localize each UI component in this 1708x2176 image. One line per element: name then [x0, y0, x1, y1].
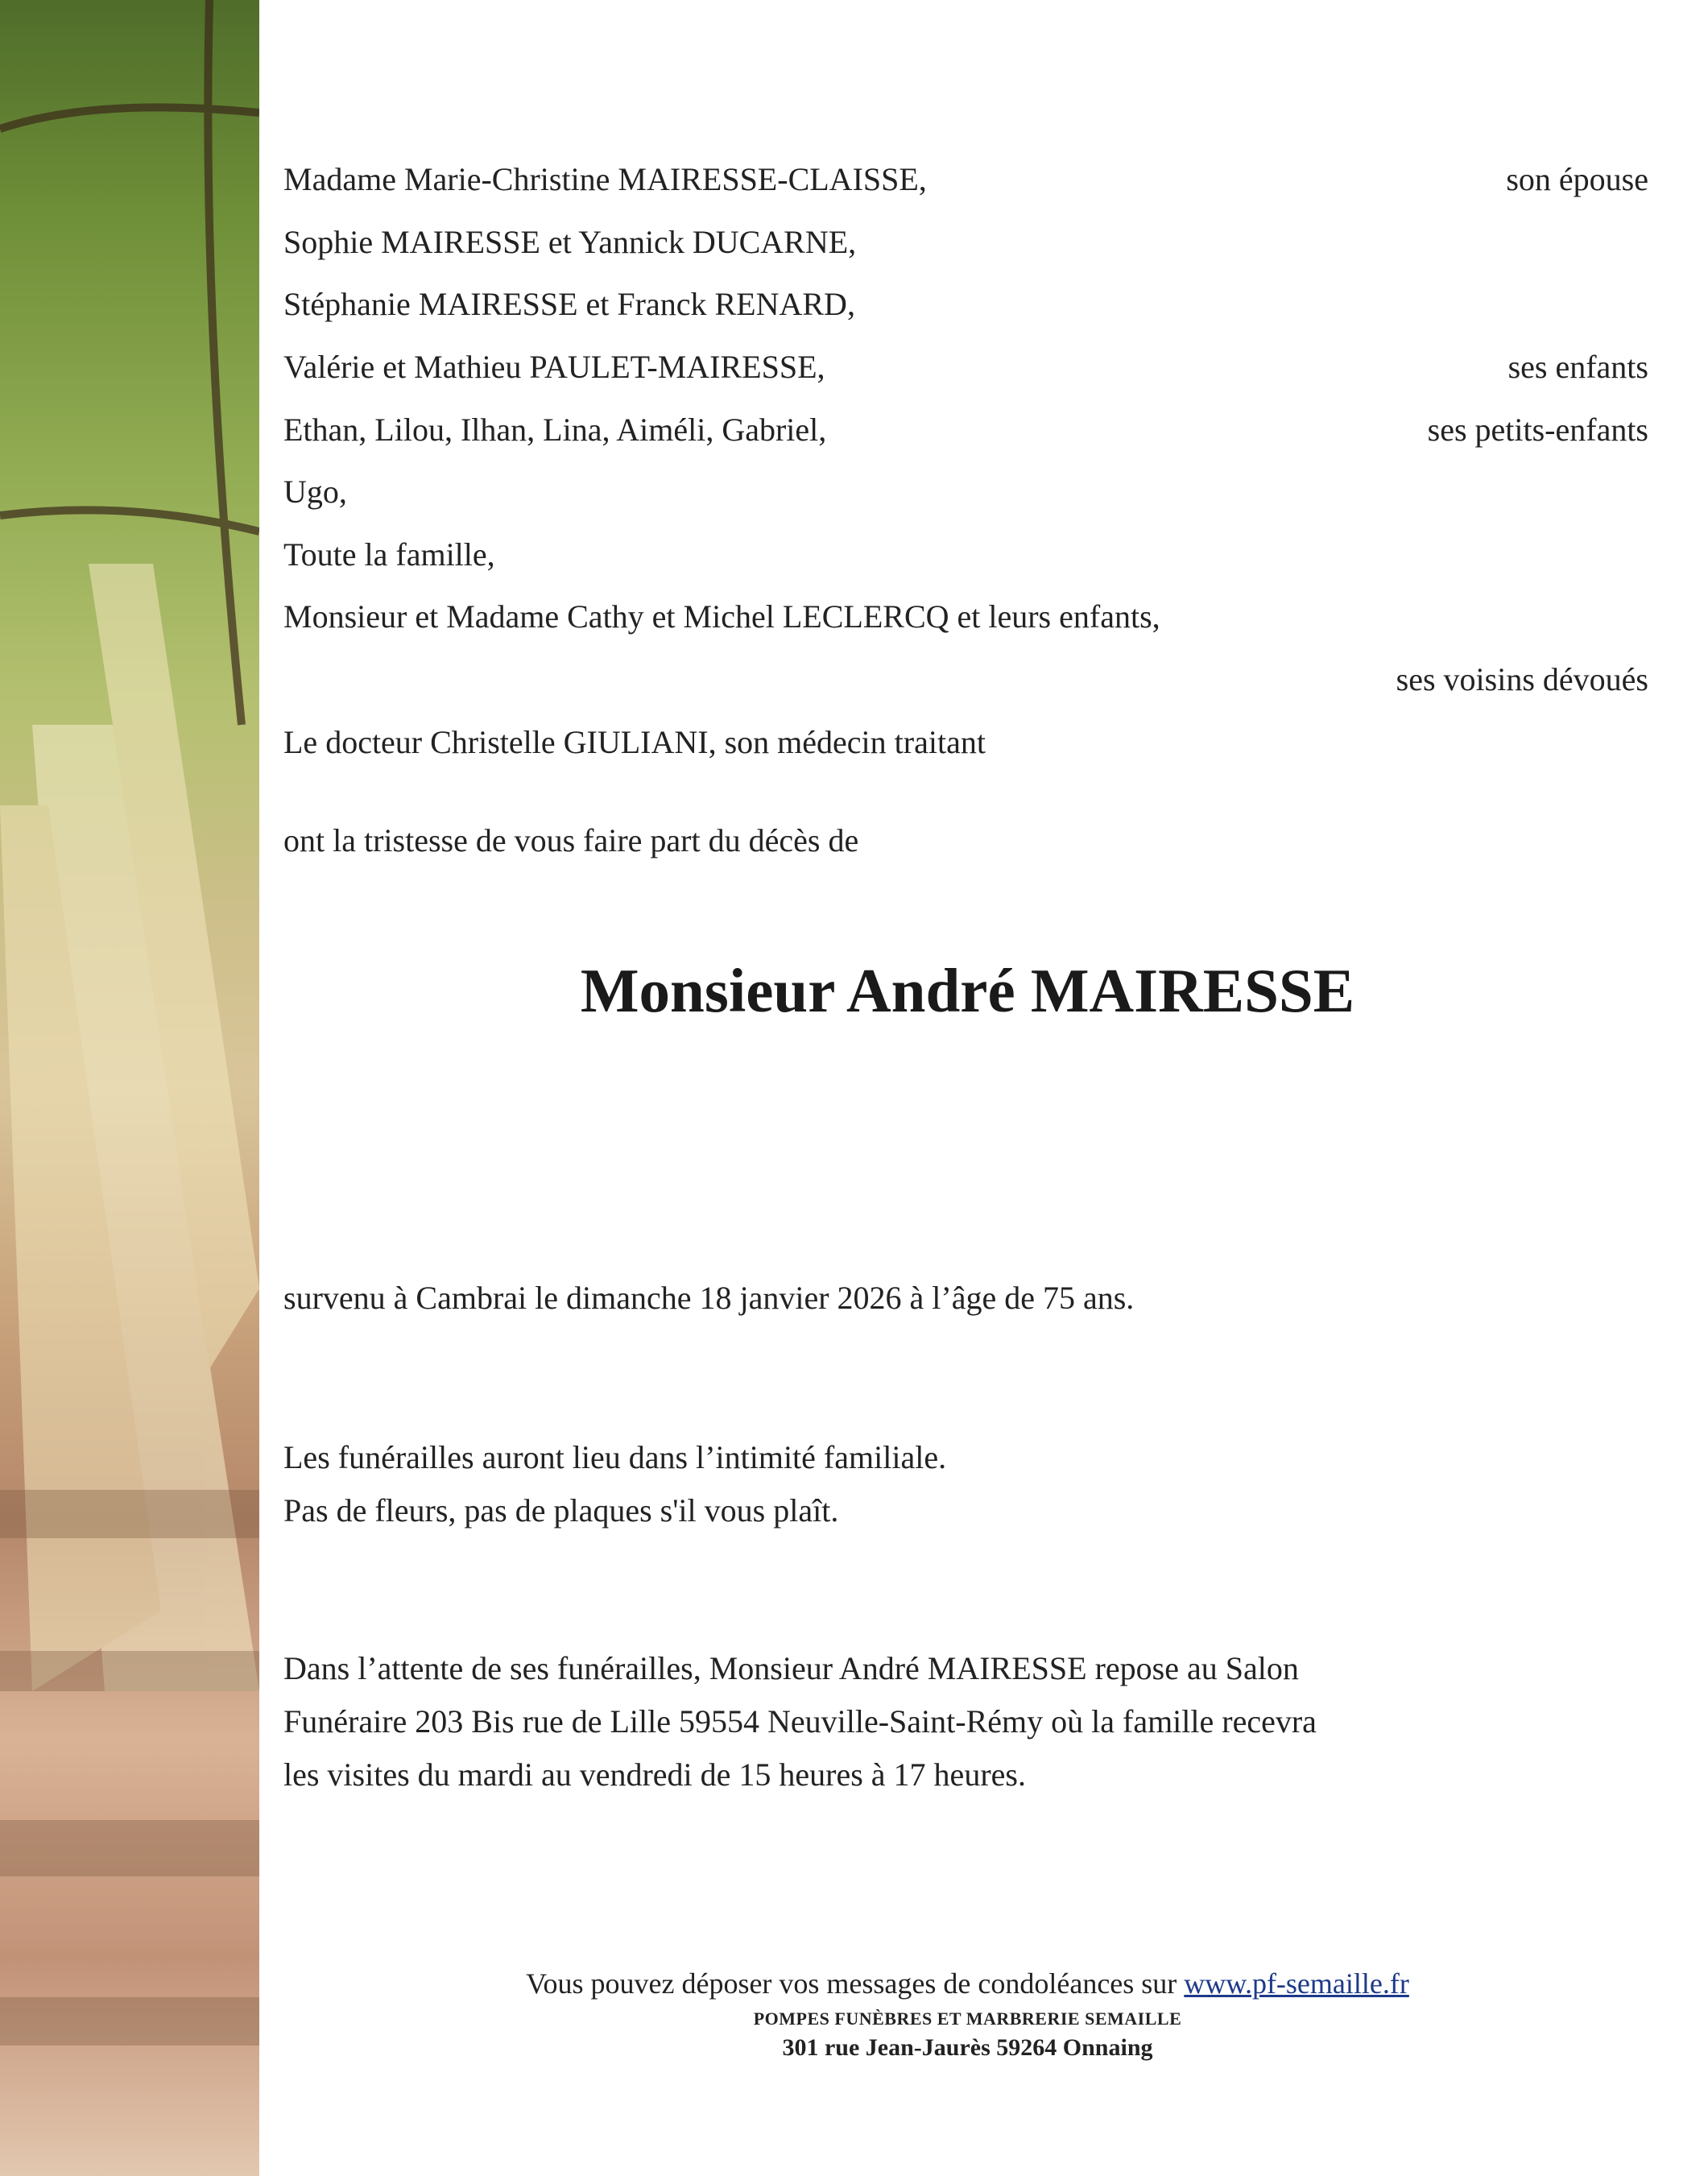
- family-row: [283, 398, 1648, 461]
- forest-light-rays-illustration: [0, 0, 259, 2176]
- family-row: [283, 461, 1648, 523]
- family-member-name: Madame Marie-Christine MAIRESSE-CLAISSE,: [283, 161, 927, 198]
- deceased-name: Monsieur André MAIRESSE: [580, 956, 1355, 1025]
- family-relation: [1343, 461, 1648, 523]
- family-member-name: Sophie MAIRESSE et Yannick DUCARNE,: [283, 223, 857, 260]
- obituary-page: [259, 0, 1708, 2176]
- condolences-message: [259, 1963, 1676, 2004]
- condolences-text: Vous pouvez déposer vos messages de condoléances sur: [526, 1967, 1177, 2000]
- funeral-info: [283, 1431, 1652, 1537]
- family-row: [283, 148, 1648, 211]
- funeral-line: Pas de fleurs, pas de plaques s'il vous plaît.: [283, 1492, 839, 1529]
- family-row: [283, 585, 1648, 648]
- funeral-line: Les funérailles auront lieu dans l’intimité familiale.: [283, 1439, 947, 1475]
- family-row: [283, 211, 1648, 274]
- family-member-name: Valérie et Mathieu PAULET-MAIRESSE,: [283, 349, 825, 386]
- family-relation: son épouse: [1506, 161, 1648, 198]
- family-row: [283, 336, 1648, 399]
- family-row: [283, 648, 1648, 711]
- condolences-link[interactable]: www.pf-semaille.fr: [1184, 1967, 1409, 2000]
- viewing-info: [283, 1642, 1652, 1802]
- family-member-name: Ugo,: [283, 474, 347, 511]
- company-name: POMPES FUNÈBRES ET MARBRERIE SEMAILLE: [753, 2008, 1182, 2029]
- family-relation: ses enfants: [1507, 349, 1648, 386]
- family-relation: [1343, 710, 1648, 773]
- family-member-name: Toute la famille,: [283, 536, 495, 573]
- family-relation: [1343, 211, 1648, 274]
- forest-path-photo: [0, 0, 259, 2176]
- viewing-line: Dans l’attente de ses funérailles, Monsieur André MAIRESSE repose au Salon: [283, 1650, 1299, 1686]
- family-relation: [1343, 585, 1648, 648]
- family-member-name: Le docteur Christelle GIULIANI, son médecin traitant: [283, 723, 986, 760]
- viewing-line: Funéraire 203 Bis rue de Lille 59554 Neuville-Saint-Rémy où la famille recevra: [283, 1703, 1317, 1740]
- death-details: survenu à Cambrai le dimanche 18 janvier 2026 à l’âge de 75 ans.: [283, 1280, 1135, 1316]
- family-relation: ses petits-enfants: [1427, 411, 1648, 448]
- viewing-line: les visites du mardi au vendredi de 15 heures à 17 heures.: [283, 1756, 1026, 1793]
- family-member-name: Monsieur et Madame Cathy et Michel LECLERCQ et leurs enfants,: [283, 598, 1160, 635]
- family-relation: [1343, 523, 1648, 586]
- family-list: [283, 148, 1648, 773]
- family-row: [283, 710, 1648, 773]
- company-address: 301 rue Jean-Jaurès 59264 Onnaing: [782, 2034, 1153, 2061]
- family-row: [283, 523, 1648, 586]
- footer: [259, 1963, 1676, 2062]
- family-relation: [1343, 273, 1648, 336]
- family-member-name: Stéphanie MAIRESSE et Franck RENARD,: [283, 286, 855, 323]
- family-member-name: [283, 648, 1343, 711]
- family-row: [283, 273, 1648, 336]
- family-relation: ses voisins dévoués: [1396, 661, 1648, 698]
- announcement-text: ont la tristesse de vous faire part du décès de: [283, 822, 859, 858]
- family-member-name: Ethan, Lilou, Ilhan, Lina, Aiméli, Gabriel,: [283, 411, 827, 448]
